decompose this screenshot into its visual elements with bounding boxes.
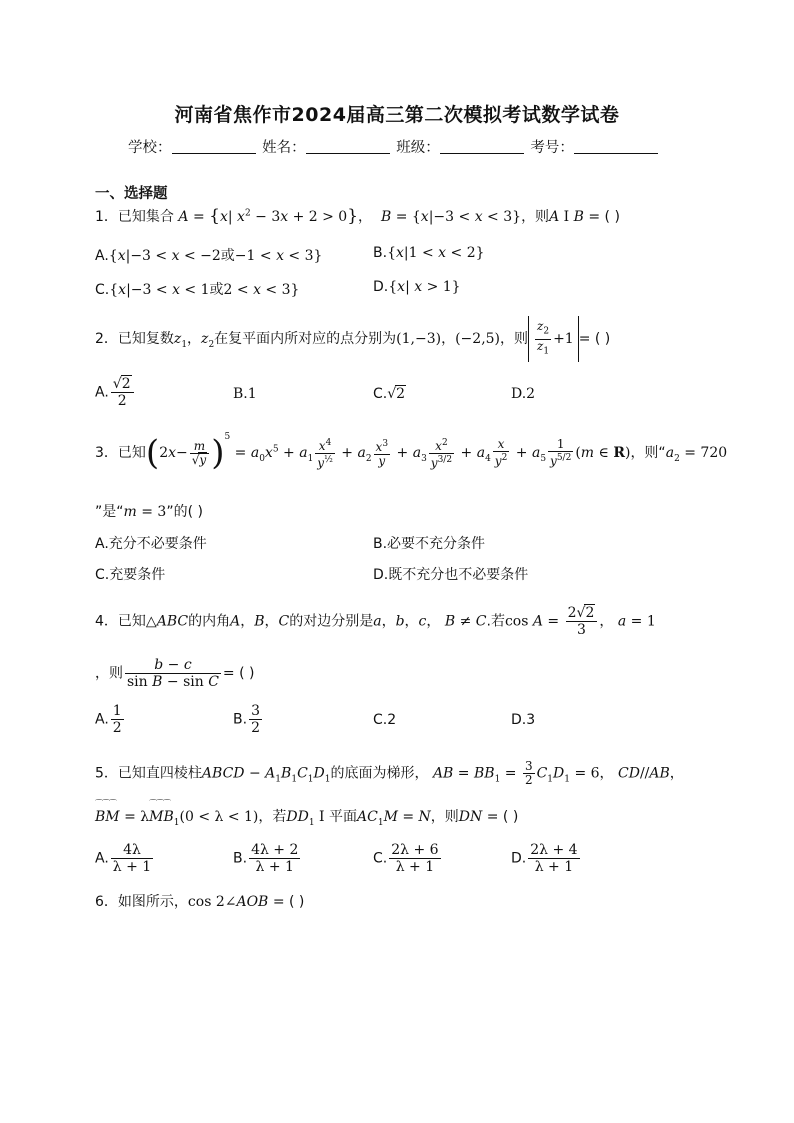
- q1-option-c[interactable]: C.{x|−3 < x < 1或2 < x < 3}: [95, 282, 300, 298]
- answer-blank: = ( ): [272, 894, 305, 910]
- question-text: 的对边分别是: [289, 613, 374, 630]
- question-number: 5．: [95, 765, 118, 782]
- option-label: C.: [373, 386, 388, 402]
- option-text: 或: [220, 248, 235, 264]
- section-heading: 一、选择题: [95, 186, 168, 202]
- school-blank[interactable]: [172, 139, 256, 154]
- question-6: 6．如图所示，cos 2∠AOB = ( ): [95, 894, 305, 910]
- question-text: ，则: [95, 665, 123, 682]
- question-text: 已知集合: [117, 209, 174, 225]
- question-number: 3．: [95, 445, 118, 461]
- number-blank[interactable]: [574, 139, 658, 154]
- question-text: ”是“: [95, 504, 124, 520]
- q1-option-b[interactable]: B.{x|1 < x < 2}: [373, 245, 485, 261]
- q3-option-a[interactable]: A.充分不必要条件: [95, 536, 207, 552]
- class-label: 班级：: [396, 140, 440, 156]
- question-1: 1．已知集合 A = {x| $x^2 - 3x + 2 > 0$}， B = {x|−3 < x < 3}，则A I B = ( ): [95, 206, 620, 226]
- name-blank[interactable]: [306, 139, 390, 154]
- option-label: A.: [95, 248, 109, 264]
- question-text: ，则: [500, 331, 529, 347]
- question-number: 6．: [95, 894, 118, 910]
- question-number: 1．: [95, 209, 118, 225]
- q5-option-c[interactable]: C. $\frac{2\lambda + 6}{\lambda + 1}$: [373, 842, 439, 875]
- question-text: 如图所示，: [117, 894, 188, 910]
- question-number: 2．: [95, 331, 118, 347]
- q4-option-c[interactable]: C.2: [373, 712, 397, 728]
- question-2: 2．已知复数$z_1$，$z_2$在复平面内所对应的点分别为(1,−3)，(−2,5)，则 $\frac{z_2}{z_1}$ +1 = ( ): [95, 316, 610, 362]
- q2-option-a[interactable]: A. $\frac{√2}{2}$: [95, 376, 136, 409]
- question-text: 在复平面内所对应的点分别为: [214, 331, 397, 347]
- question-text: 已知复数: [117, 331, 174, 347]
- q1-option-d[interactable]: D.{x| x > 1}: [373, 279, 461, 295]
- question-text: ，则: [521, 209, 550, 225]
- q3-option-c[interactable]: C.充要条件: [95, 567, 166, 583]
- answer-blank: = ( ): [222, 665, 255, 682]
- q5-option-a[interactable]: A. $\frac{4\lambda}{\lambda + 1}$: [95, 842, 152, 875]
- q5-option-d[interactable]: D. $\frac{2\lambda + 4}{\lambda + 1}$: [511, 842, 578, 875]
- question-text: 的底面为梯形，: [330, 765, 429, 782]
- option-label: D.: [373, 279, 389, 295]
- question-text: ，若: [258, 809, 287, 825]
- option-label: A.: [95, 711, 109, 728]
- name-label: 姓名：: [262, 140, 306, 156]
- question-5-line2: ⌒⌒⌒ BM = λ⌒⌒⌒ $MB_1(0 < \lambda < 1)$，若$DD_1$ I 平面$AC_1M = N$，则DN = ( ): [95, 806, 518, 828]
- student-info-fields: [128, 136, 660, 157]
- number-label: 考号：: [530, 140, 574, 156]
- answer-blank: = ( ): [486, 809, 519, 825]
- option-text: 或: [209, 282, 224, 298]
- option-label: B.: [233, 850, 248, 867]
- question-text: ，: [187, 331, 202, 347]
- option-label: C.: [373, 850, 388, 867]
- q3-option-b[interactable]: B.必要不充分条件: [373, 536, 486, 552]
- question-text: ，则“: [630, 445, 666, 461]
- option-label: C.: [95, 282, 110, 298]
- option-label: A.: [95, 384, 109, 401]
- q2-option-b[interactable]: B.1: [233, 386, 257, 402]
- question-number: 4．: [95, 613, 118, 630]
- exam-title: 河南省焦作市2024届高三第二次模拟考试数学试卷: [174, 104, 620, 126]
- question-3: 3．已知(2x− $\frac{m}{√y}$ )$^5 = a_0x^5 + a_1$ $\frac{x^4}{y^{\frac{1}{2}}}$ + $a_2$ $\frac{x^3}{y}$ + $a_3$ $\frac{x^2}{y^{3/2}}$ + $a_4$ $\frac{x}{y^2}$ + $a_5$ $\frac{1}{y^{5/2}}$ (m ∈ R)，则“$a_2 = 720$: [95, 432, 728, 473]
- q4-option-a[interactable]: A. $\frac{1}{2}$: [95, 703, 122, 736]
- question-text: 已知: [117, 445, 146, 461]
- answer-blank: = ( ): [588, 209, 620, 225]
- question-text: 的内角: [188, 613, 231, 630]
- question-5: 5．已知直四棱柱ABCD − $A_1B_1C_1D_1$的底面为梯形， AB = $BB_1$ = $\frac{3}{2}$ $C_1D_1 = 6$， CD//AB，: [95, 759, 684, 787]
- question-text: 已知△: [117, 613, 157, 630]
- q3-option-d[interactable]: D.既不充分也不必要条件: [373, 567, 529, 583]
- option-label: B.: [373, 245, 388, 261]
- q2-option-c[interactable]: C.√2: [373, 386, 406, 402]
- school-label: 学校：: [128, 140, 172, 156]
- question-text: 已知直四棱柱: [117, 765, 202, 782]
- answer-blank: = ( ): [578, 331, 611, 347]
- option-label: B.: [233, 711, 248, 728]
- question-4-line2: ，则 $\frac{b - c}{\text{sin B − sin C}}$ = ( ): [95, 657, 255, 690]
- option-label: D.: [511, 850, 527, 867]
- question-text: 平面: [329, 809, 357, 825]
- question-text: .若: [486, 613, 505, 630]
- question-text: ，: [358, 209, 373, 225]
- q2-option-d[interactable]: D.2: [511, 386, 536, 402]
- q5-option-b[interactable]: B. $\frac{4\lambda + 2}{\lambda + 1}$: [233, 842, 299, 875]
- answer-blank: ”的( ): [166, 504, 203, 520]
- question-3-line2: ”是“m = 3”的( ): [95, 504, 203, 520]
- class-blank[interactable]: [440, 139, 524, 154]
- q4-option-b[interactable]: B. $\frac{3}{2}$: [233, 703, 260, 736]
- question-text: ，则: [430, 809, 459, 825]
- option-label: A.: [95, 850, 109, 867]
- q4-option-d[interactable]: D.3: [511, 712, 536, 728]
- q1-option-a[interactable]: A.{x|−3 < x < −2或−1 < x < 3}: [95, 248, 323, 264]
- question-4: 4．已知△ABC的内角A，B，C的对边分别是a，b，c， B ≠ C.若cos A = $\frac{2√2}{3}$ ， a = 1: [95, 605, 656, 638]
